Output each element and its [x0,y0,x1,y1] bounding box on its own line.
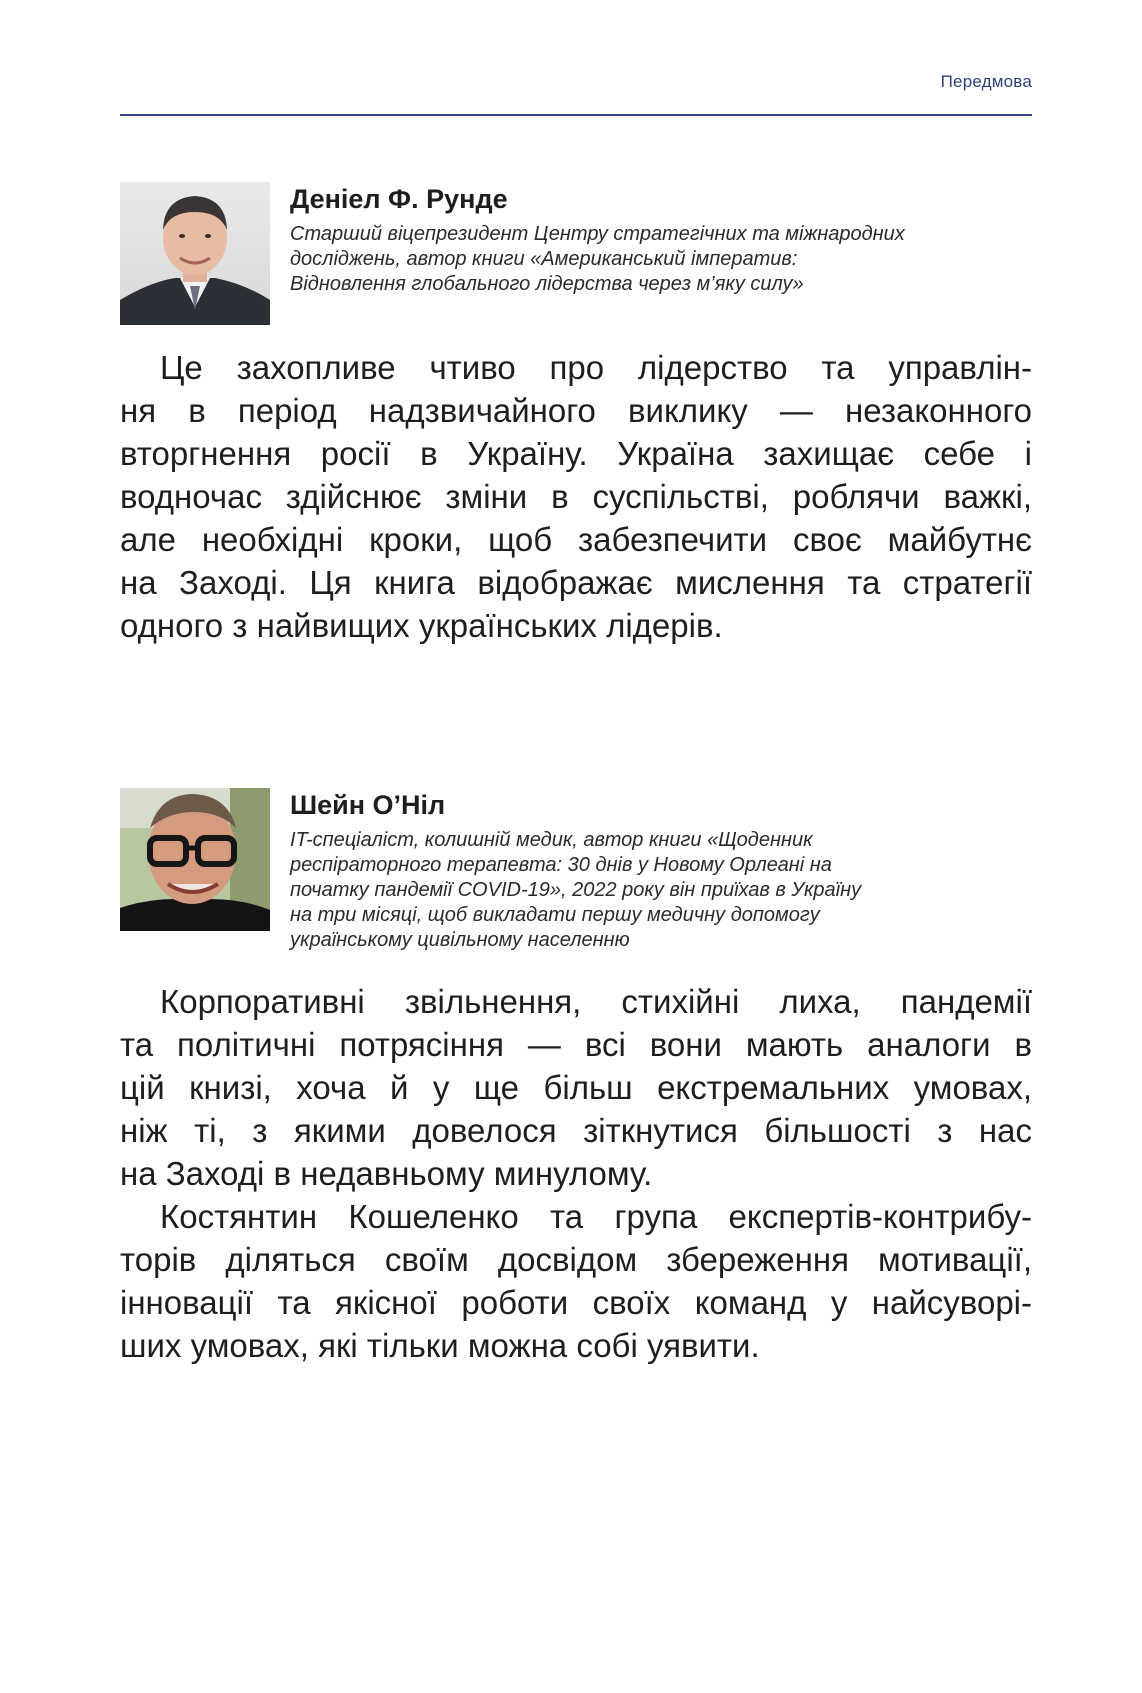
quote-line: торів діляться своїм досвідом збереження мотивації, [120,1241,1032,1278]
description-line: українському цивільному населенню [290,929,630,951]
quote-line: цій книзі, хоча й у ще більш екстремальних умовах, [120,1069,1032,1106]
author-photo-oneil [120,788,270,931]
endorsement-bio-oneil [120,788,1032,968]
description-line: досліджень, автор книги «Американський імператив: [290,248,798,270]
quote-line: водночас здійснює зміни в суспільстві, роблячи важкі, [120,478,1032,515]
running-title: Передмова [940,72,1032,91]
description-line: Відновлення глобального лідерства через м’яку силу» [290,273,804,295]
quote-line: та політичні потрясіння — всі вони мають аналоги в [120,1026,1032,1063]
endorsement-quote-runde [120,346,1032,647]
portrait-man-glasses-icon [120,788,270,931]
endorser-name: Деніел Ф. Рунде [290,184,508,214]
endorser-name: Шейн О’Ніл [290,790,446,820]
quote-line: інновації та якісної роботи своїх команд у найсуворі- [120,1284,1032,1321]
quote-line: Корпоративні звільнення, стихійні лиха, пандемії [160,983,1032,1020]
quote-line: ніж ті, з якими довелося зіткнутися більшості з нас [120,1112,1032,1149]
quote-line: ня в період надзвичайного виклику — незаконного [120,392,1032,429]
portrait-man-suit-icon [120,182,270,325]
endorser-description [290,828,1032,953]
author-photo-runde [120,182,270,325]
description-line: респіраторного терапевта: 30 днів у Новому Орлеані на [290,854,832,876]
endorsement-quote-oneil [120,980,1032,1367]
header-rule [120,114,1032,116]
endorser-description [290,222,1032,297]
description-line: початку пандемії COVID-19», 2022 року він приїхав в Україну [290,879,862,901]
quote-line: Це захопливе чтиво про лідерство та управлін- [160,349,1032,386]
description-line: IT-спеціаліст, колишній медик, автор книги «Щоденник [290,829,813,851]
quote-line: на Заході в недавньому минулому. [120,1155,653,1192]
description-line: Старший віцепрезидент Центру стратегічних та міжнародних [290,223,905,245]
quote-line: одного з найвищих українських лідерів. [120,607,723,644]
description-line: на три місяці, щоб викладати першу медичну допомогу [290,904,820,926]
quote-line: але необхідні кроки, щоб забезпечити своє майбутнє [120,521,1032,558]
quote-line: на Заході. Ця книга відображає мислення та стратегії [120,564,1032,601]
quote-line: вторгнення росії в Україну. Україна захищає себе і [120,435,1032,472]
quote-line: ших умовах, які тільки можна собі уявити. [120,1327,760,1364]
quote-line: Костянтин Кошеленко та група експертів-контрибу- [160,1198,1032,1235]
endorsement-bio-runde [120,182,1032,325]
